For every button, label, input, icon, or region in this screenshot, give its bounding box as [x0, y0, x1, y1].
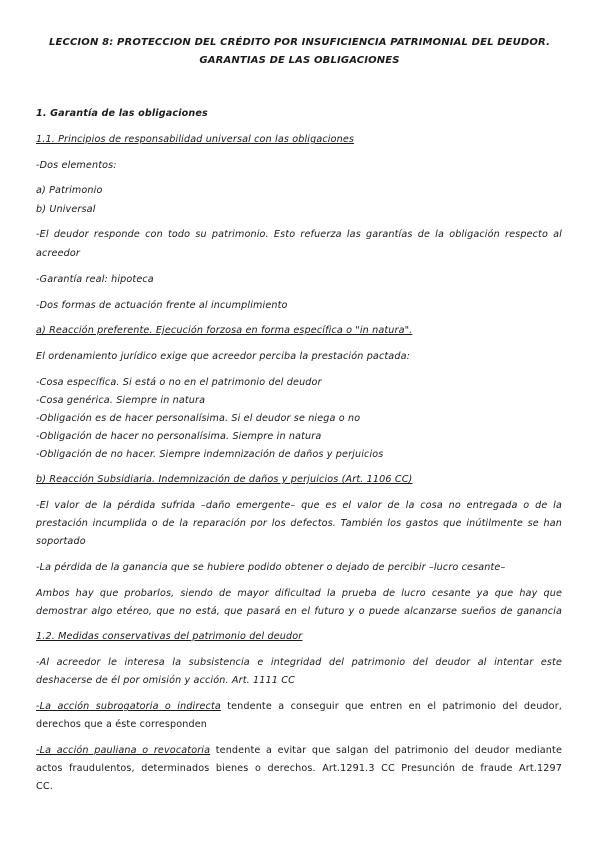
pauliana-paragraph-line-3: CC. — [36, 781, 53, 792]
acreedor-paragraph-line-2: deshacerse de él por omisión y acción. Art. 1111 CC — [36, 675, 295, 686]
document-title-line-1: LECCION 8: PROTECCION DEL CRÉDITO POR INSUFICIENCIA PATRIMONIAL DEL DEUDOR. — [48, 37, 551, 48]
accion-pauliana-term: -La acción pauliana o revocatoria — [36, 745, 211, 756]
subsection-heading-principios: 1.1. Principios de responsabilidad universal con las obligaciones — [36, 134, 355, 145]
acreedor-paragraph-line-1: -Al acreedor le interesa la subsistencia e integridad del patrimonio del deudor al intentar este — [36, 657, 562, 668]
section-heading-garantia: 1. Garantía de las obligaciones — [36, 108, 208, 119]
list-cosa-generica: -Cosa genérica. Siempre in natura — [36, 395, 206, 406]
subrogatoria-paragraph-line-2: derechos que a éste corresponden — [36, 719, 208, 730]
subrogatoria-paragraph-line-1 — [36, 701, 562, 712]
heading-reaccion-preferente: a) Reacción preferente. Ejecución forzosa en forma específica o "in natura". — [36, 325, 413, 336]
valor-paragraph-line-3: soportado — [36, 536, 86, 547]
pauliana-paragraph-line-1 — [36, 745, 562, 756]
list-item-universal: b) Universal — [36, 204, 96, 215]
valor-paragraph-line-2: prestación incumplida o de la reparación por los defectos. También los gastos que inútilmente se han — [36, 518, 562, 529]
ambos-paragraph-line-1: Ambos hay que probarlos, siendo de mayor dificultad la prueba de lucro cesante ya que hay que — [36, 588, 562, 599]
subsection-heading-medidas: 1.2. Medidas conservativas del patrimonio del deudor — [36, 631, 303, 642]
dos-formas-text: -Dos formas de actuación frente al incumplimiento — [36, 300, 288, 311]
list-obligacion-no-hacer: -Obligación de no hacer. Siempre indemnización de daños y perjuicios — [36, 449, 384, 460]
pauliana-description: tendente a evitar que salgan del patrimonio del deudor mediante — [210, 745, 562, 756]
list-obligacion-personalisima: -Obligación es de hacer personalísima. Si el deudor se niega o no — [36, 413, 361, 424]
accion-subrogatoria-term: -La acción subrogatoria o indirecta — [36, 701, 221, 712]
deudor-paragraph-line-2: acreedor — [36, 248, 81, 259]
ganancia-text: -La pérdida de la ganancia que se hubiere podido obtener o dejado de percibir –lucro cesante– — [36, 562, 506, 573]
list-cosa-especifica: -Cosa específica. Si está o no en el patrimonio del deudor — [36, 377, 322, 388]
deudor-paragraph-line-1: -El deudor responde con todo su patrimonio. Esto refuerza las garantías de la obligación respecto al — [36, 229, 562, 240]
list-item-patrimonio: a) Patrimonio — [36, 185, 103, 196]
heading-reaccion-subsidiaria: b) Reacción Subsidiaria. Indemnización de daños y perjuicios (Art. 1106 CC) — [36, 474, 413, 485]
pauliana-paragraph-line-2: actos fraudulentos, determinados bienes o derechos. Art.1291.3 CC Presunción de fraude Art.1297 — [36, 763, 562, 774]
ambos-paragraph-line-2: demostrar algo etéreo, que no está, que pasará en el futuro y o puede alcanzarse sueños de ganancia — [36, 606, 562, 617]
ordenamiento-text: El ordenamiento jurídico exige que acreedor perciba la prestación pactada: — [36, 351, 410, 362]
list-obligacion-no-personalisima: -Obligación de hacer no personalísima. Siempre in natura — [36, 431, 322, 442]
garantia-real-text: -Garantía real: hipoteca — [36, 274, 154, 285]
dos-elementos-text: -Dos elementos: — [36, 160, 117, 171]
valor-paragraph-line-1: -El valor de la pérdida sufrida –daño emergente– que es el valor de la cosa no entregada o de la — [36, 500, 562, 511]
document-title-line-2: GARANTIAS DE LAS OBLIGACIONES — [199, 55, 400, 66]
subrogatoria-description: tendente a conseguir que entren en el patrimonio del deudor, — [220, 701, 562, 712]
